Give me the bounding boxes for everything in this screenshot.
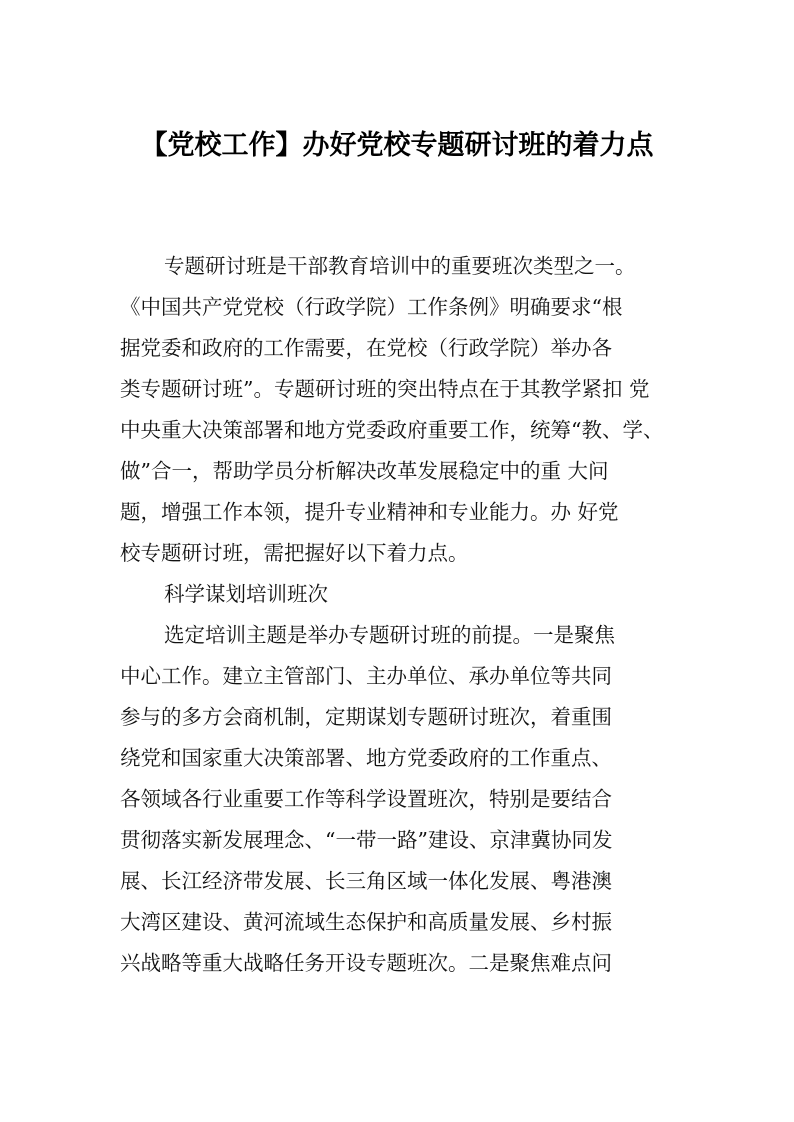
paragraph-1-line: 类专题研讨班”。专题研讨班的突出特点在于其教学紧扣 党 [120, 377, 650, 401]
paragraph-2-line: 选定培训主题是举办专题研讨班的前提。一是聚焦 [164, 623, 615, 647]
paragraph-1-line: 中央重大决策部署和地方党委政府重要工作，统筹“教、学、 [120, 418, 664, 442]
paragraph-1-line: 做”合一，帮助学员分析解决改革发展稳定中的重 大问 [120, 459, 609, 483]
paragraph-2-line: 贯彻落实新发展理念、“一带一路”建设、京津冀协同发 [120, 828, 613, 852]
paragraph-2-line: 兴战略等重大战略任务开设专题班次。二是聚焦难点问 [120, 951, 612, 975]
paragraph-1-line: 《中国共产党党校（行政学院）工作条例》明确要求“根 [120, 295, 623, 319]
paragraph-2-line: 展、长江经济带发展、长三角区域一体化发展、粤港澳 [120, 869, 612, 893]
paragraph-2-line: 参与的多方会商机制，定期谋划专题研讨班次，着重围 [120, 705, 612, 729]
paragraph-2-line: 各领域各行业重要工作等科学设置班次，特别是要结合 [120, 787, 612, 811]
paragraph-2-line: 绕党和国家重大决策部署、地方党委政府的工作重点、 [120, 746, 612, 770]
paragraph-1-line: 题，增强工作本领，提升专业精神和专业能力。办 好党 [120, 500, 619, 524]
paragraph-2-line: 大湾区建设、黄河流域生态保护和高质量发展、乡村振 [120, 910, 612, 934]
paragraph-1-line: 校专题研讨班，需把握好以下着力点。 [120, 541, 469, 565]
section-heading: 科学谋划培训班次 [164, 582, 328, 606]
paragraph-2-line: 中心工作。建立主管部门、主办单位、承办单位等共同 [120, 664, 612, 688]
paragraph-1-line: 据党委和政府的工作需要，在党校（行政学院）举办各 [120, 336, 612, 360]
document-title: 【党校工作】办好党校专题研讨班的着力点 [140, 130, 654, 161]
paragraph-1-line: 专题研讨班是干部教育培训中的重要班次类型之一。 [164, 254, 636, 278]
